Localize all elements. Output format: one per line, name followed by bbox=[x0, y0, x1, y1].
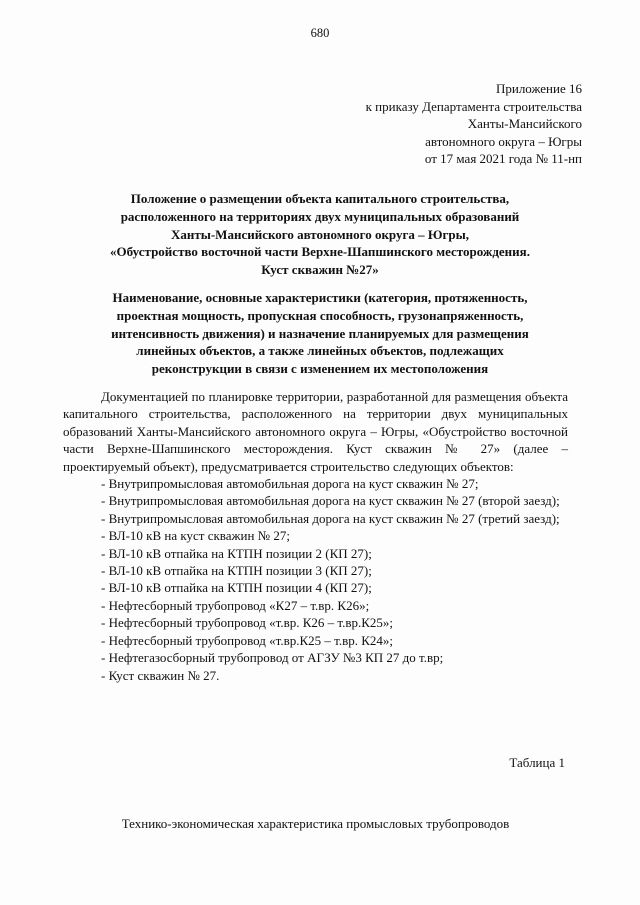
table-title: Технико-экономическая характеристика промысловых трубопроводов bbox=[121, 816, 510, 831]
intro-paragraph: Документацией по планировке территории, разработанной для размещения объекта капитального строительства, расположенного на территории двух муниципальных образований Ханты-Мансийского автономного округа – Югры, «Обустройство восточной части Верхне-Шапшинского месторождения. Куст скважин № 27» (далее – проектируемый объект), предусматривается строительство следующих объектов: bbox=[63, 389, 568, 474]
title-line: Положение о размещении объекта капитального строительства, bbox=[130, 191, 510, 206]
list-item: - Нефтегазосборный трубопровод от АГЗУ №3 КП 27 до т.вр; bbox=[101, 650, 444, 666]
appendix-line: к приказу Департамента строительства bbox=[365, 98, 582, 114]
title-line: расположенного на территориях двух муниципальных образований bbox=[120, 208, 520, 224]
document-title bbox=[60, 190, 580, 279]
appendix-header bbox=[366, 80, 582, 168]
appendix-line: от 17 мая 2021 года № 11-нп bbox=[424, 151, 582, 167]
title-line: Ханты-Мансийского автономного округа – Югры, bbox=[170, 226, 470, 242]
section-heading-line: проектная мощность, пропускная способность, грузонапряженность, bbox=[116, 307, 524, 323]
section-heading-line: интенсивность движения) и назначение планируемых для размещения bbox=[111, 325, 529, 341]
page-number: 680 bbox=[310, 26, 330, 40]
section-heading-line: Наименование, основные характеристики (категория, протяженность, bbox=[112, 290, 528, 305]
list-item: - ВЛ-10 кВ отпайка на КТПН позиции 3 (КП 27); bbox=[101, 563, 372, 579]
appendix-line: Приложение 16 bbox=[495, 81, 582, 96]
list-item: - ВЛ-10 кВ на куст скважин № 27; bbox=[101, 528, 290, 544]
list-item: - ВЛ-10 кВ отпайка на КТПН позиции 4 (КП 27); bbox=[101, 580, 372, 596]
title-line: Куст скважин №27» bbox=[261, 262, 379, 278]
list-item: - Куст скважин № 27. bbox=[101, 667, 220, 683]
body-text bbox=[63, 388, 568, 684]
section-heading bbox=[60, 289, 580, 378]
table-caption: Таблица 1 bbox=[509, 755, 565, 770]
object-list bbox=[63, 475, 568, 684]
title-line: «Обустройство восточной части Верхне-Шапшинского месторождения. bbox=[110, 244, 530, 260]
list-item: - Нефтесборный трубопровод «т.вр.К25 – т.вр. К24»; bbox=[101, 632, 394, 648]
section-heading-line: реконструкции в связи с изменением их местоположения bbox=[151, 361, 489, 377]
list-item: - Нефтесборный трубопровод «т.вр. К26 – т.вр.К25»; bbox=[101, 615, 394, 631]
list-item: - Внутрипромысловая автомобильная дорога на куст скважин № 27; bbox=[101, 476, 479, 492]
list-item: - Внутрипромысловая автомобильная дорога на куст скважин № 27 (третий заезд); bbox=[101, 510, 560, 526]
list-item: - ВЛ-10 кВ отпайка на КТПН позиции 2 (КП 27); bbox=[101, 545, 372, 561]
list-item: - Нефтесборный трубопровод «К27 – т.вр. К26»; bbox=[101, 597, 370, 613]
appendix-line: Ханты-Мансийского bbox=[467, 116, 582, 132]
list-item: - Внутрипромысловая автомобильная дорога на куст скважин № 27 (второй заезд); bbox=[101, 493, 560, 509]
section-heading-line: линейных объектов, а также линейных объектов, подлежащих bbox=[136, 343, 504, 359]
appendix-line: автономного округа – Югры bbox=[425, 133, 582, 149]
